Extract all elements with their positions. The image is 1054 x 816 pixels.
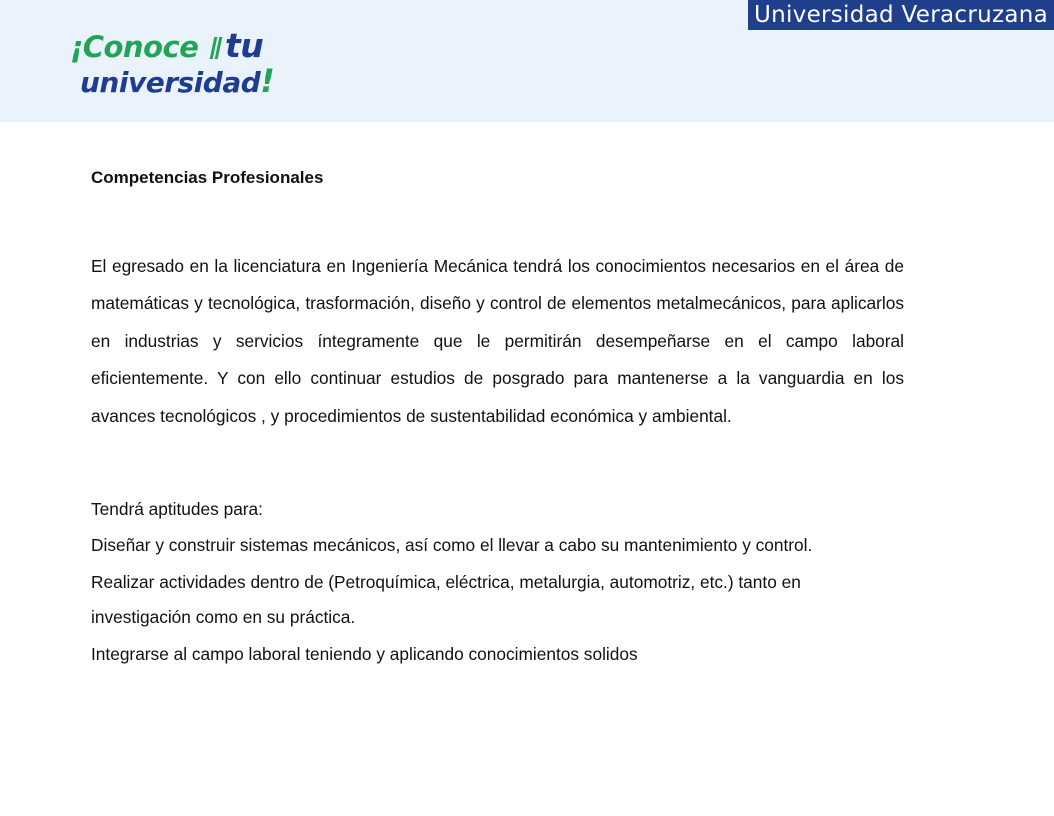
logo-line-2 <box>80 62 274 100</box>
logo-universidad-text: universidad <box>80 66 261 99</box>
aptitude-item: Diseñar y construir sistemas mecánicos, así como el llevar a cabo su mantenimiento y control. <box>91 535 813 556</box>
aptitude-item: Realizar actividades dentro de (Petroquímica, eléctrica, metalurgia, automotriz, etc.) tanto en investigación como en su práctica. <box>91 572 801 628</box>
logo-exclamation-text: ! <box>260 62 275 100</box>
logo-conoce-text: ¡Conoce <box>70 30 208 64</box>
page-header <box>0 0 1054 122</box>
conoce-tu-universidad-logo <box>70 24 275 100</box>
section-title: Competencias Profesionales <box>91 168 324 187</box>
aptitude-item: Integrarse al campo laboral teniendo y aplicando conocimientos solidos <box>91 644 638 665</box>
logo-stripes-icon <box>212 37 224 59</box>
universidad-veracruzana-banner: Universidad Veracruzana <box>748 0 1054 30</box>
content-area <box>91 164 904 672</box>
logo-line-1 <box>70 26 263 65</box>
aptitudes-label: Tendrá aptitudes para: <box>91 499 263 520</box>
main-paragraph: El egresado en la licenciatura en Ingeniería Mecánica tendrá los conocimientos necesarios en el área de matemáticas y tecnológica, trasformación, diseño y control de elementos metalmecánicos, para aplicarlos en industrias y servicios íntegramente que le permitirán desempeñarse en el campo laboral eficientemente. Y con ello continuar estudios de posgrado para mantenerse a la vanguardia en los avances tecnológicos , y procedimientos de sustentabilidad económica y ambiental. <box>91 256 904 426</box>
logo-tu-text: tu <box>224 26 264 65</box>
